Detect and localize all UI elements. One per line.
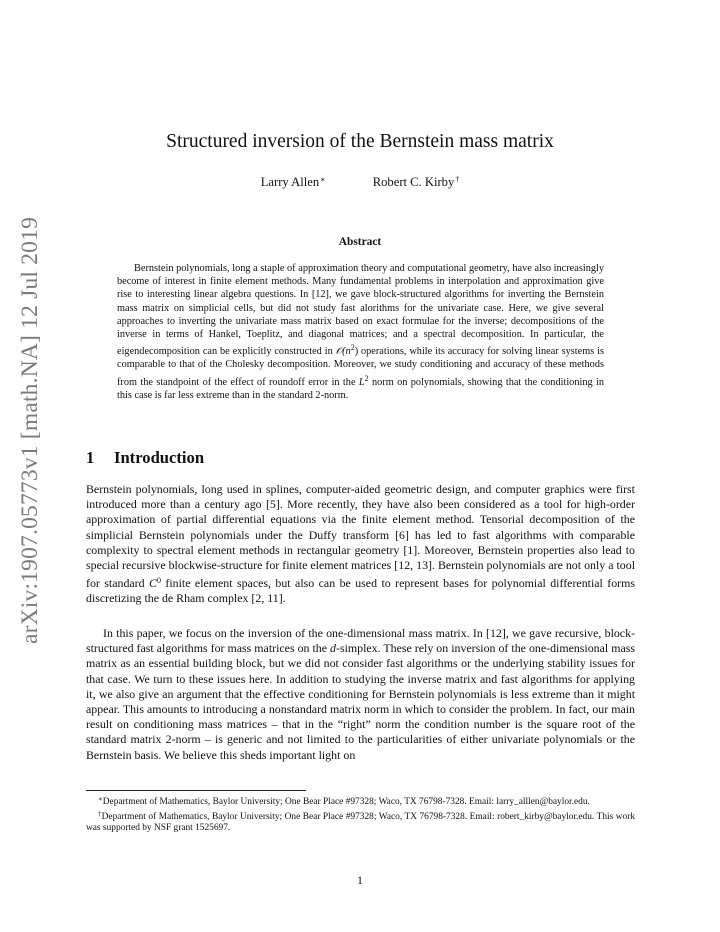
paper-title: Structured inversion of the Bernstein mass matrix	[166, 131, 554, 152]
arxiv-identifier: arXiv:1907.05773v1 [math.NA] 12 Jul 2019	[17, 216, 44, 644]
math-superscript: 2	[364, 373, 369, 383]
paragraph-text-part: Bernstein polynomials, long used in splines, computer-aided geometric design, and computer graphics were first introduced more than a century ago [5]. More recently, they have also been considered as a tool for high-order approximation of partial differential equations via the finite element method. Tensorial decomposition of the simplicial Bernstein polynomials under the Duffy transform [6] has led to fast algorithms with comparable complexity to spectral element methods in rectangular geometry [1]. Moreover, Bernstein properties also lead to special recursive blockwise-structure for finite element matrices [12, 13]. Bernstein polynomials are not only a tool for standard	[86, 482, 635, 591]
c0-symbol: C	[149, 576, 157, 591]
paragraph-text-part: -simplex. These rely on inversion of the one-dimensional mass matrix as an essential building block, but we did not consider fast algorithms or the underlying stability issues for that case. We turn to these issues here. In addition to studying the inverse matrix and fast algorithms for applying it, we also give an argument that the effective conditioning for Bernstein polynomials is less extreme than it might appear. This amounts to introducing a nonstandard matrix norm in which to consider the problem. In fact, our main result on conditioning mass matrices – that in the “right” norm the condition number is the square root of the standard matrix 2-norm – is generic and not limited to the particularities of either univariate polynomials or the Bernstein basis. We believe this sheds important light on	[86, 641, 635, 762]
footnote-mark: †	[98, 809, 102, 818]
author-kirby	[373, 175, 460, 190]
footnote-mark: ∗	[98, 795, 103, 803]
section-title: Introduction	[114, 448, 205, 467]
big-o-notation: 𝒪(n	[335, 346, 351, 358]
footnote-text: Department of Mathematics, Baylor University; One Bear Place #97328; Waco, TX 76798-7328. Email: larry_alllen@baylor.edu.	[102, 797, 590, 807]
body-paragraph-2	[86, 626, 635, 763]
abstract-text-part: operations, while its accuracy for solving linear systems is comparable to that of the Cholesky decomposition. Moreover, we study conditioning and accuracy of these methods from the standpoint of the effect of roundoff error in the	[117, 346, 604, 388]
author-list	[0, 175, 720, 190]
author-footnote-mark: ∗	[320, 175, 326, 184]
math-close-paren: )	[354, 346, 359, 358]
author-name: Robert C. Kirby	[372, 175, 455, 189]
arxiv-sidebar-stamp	[14, 212, 48, 648]
footnotes	[86, 794, 635, 835]
author-allen	[261, 175, 326, 190]
section-heading-introduction	[86, 448, 204, 468]
abstract-text	[117, 262, 604, 402]
author-name: Larry Allen	[260, 175, 320, 189]
math-superscript: 0	[156, 576, 161, 586]
math-superscript: 2	[350, 343, 355, 353]
footnote-kirby	[86, 809, 635, 835]
footnote-allen	[86, 794, 635, 809]
abstract-text-part: Bernstein polynomials, long a staple of approximation theory and computational geometry, have also increasingly become of interest in finite element methods. Many fundamental problems in interpolation and approximation give rise to interesting linear algebra questions. In [12], we gave block-structured algorithms for inverting the Bernstein mass matrix on simplicial cells, but did not study fast alorithms for the univariate case. Here, we give several approaches to inverting the univariate mass matrix based on exact formulae for the inverse; decompositions of the inverse in terms of Hankel, Toeplitz, and diagonal matrices; and a spectral decomposition. In particular, the eigendecomposition can be explicitly constructed in	[117, 263, 604, 358]
paragraph-text-part: In this paper, we focus on the inversion of the one-dimensional mass matrix. In [12], we gave recursive, block-structured fast algorithms for mass matrices on the	[86, 626, 635, 656]
page-number: 1	[357, 873, 363, 887]
body-paragraph-1	[86, 482, 635, 607]
author-footnote-mark: †	[455, 175, 460, 184]
d-symbol: d	[330, 641, 336, 656]
abstract-heading: Abstract	[338, 236, 382, 248]
section-number: 1	[86, 448, 95, 467]
abstract-text-part: norm on polynomials, showing that the conditioning in this case is far less extreme than in the standard 2-norm.	[117, 376, 605, 401]
footnote-text: Department of Mathematics, Baylor University; One Bear Place #97328; Waco, TX 76798-7328. Email: robert_kirby@baylor.edu. This work was supported by NSF grant 1525697.	[86, 811, 636, 834]
footnote-separator	[86, 790, 306, 791]
l2-norm-symbol: L	[358, 376, 365, 388]
paragraph-text-part: finite element spaces, but also can be used to represent bases for polynomial differential forms discretizing the de Rham complex [2, 11].	[86, 576, 636, 606]
